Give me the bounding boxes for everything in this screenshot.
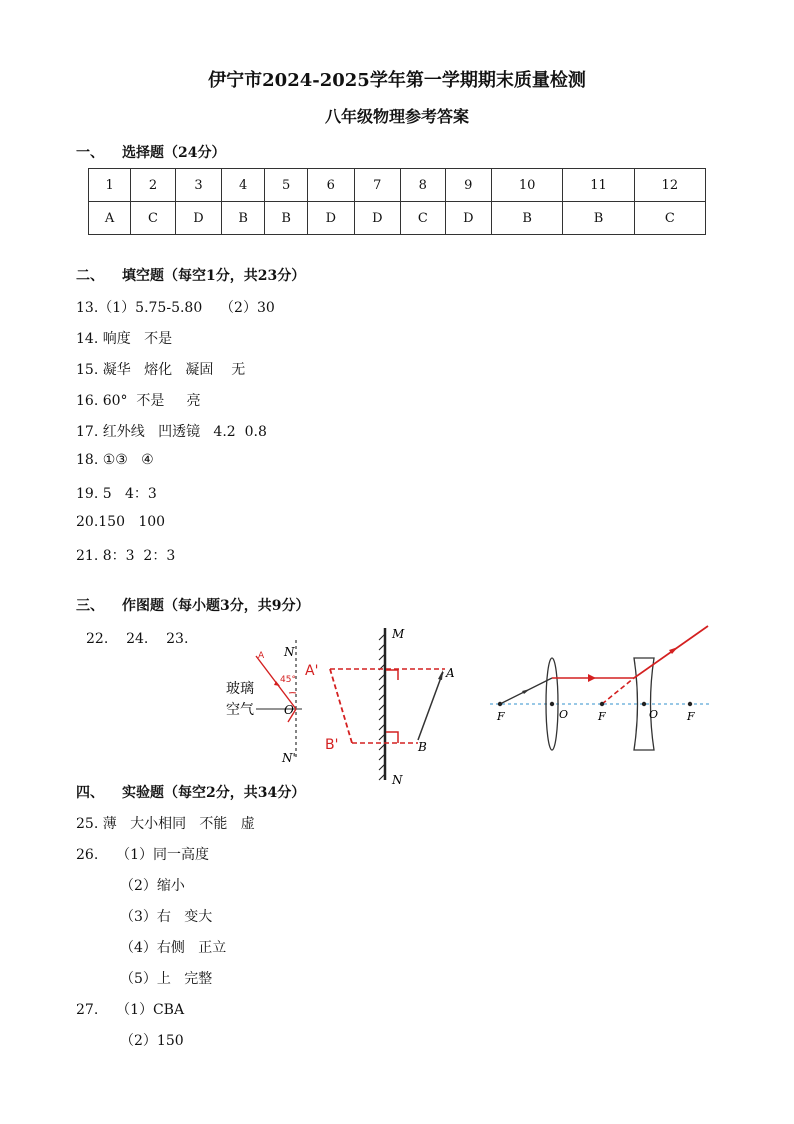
optical-center: [642, 702, 646, 706]
answer-cell: B: [492, 202, 563, 235]
refraction-diagram: [222, 636, 312, 766]
optical-center: [550, 702, 554, 706]
answer-line: 13.（1）5.75-5.80 （2）30: [76, 300, 275, 316]
section-number: 二、: [76, 268, 104, 284]
angle-label: 45°: [280, 675, 296, 685]
question-number: 8: [401, 169, 446, 202]
question-number: 2: [131, 169, 176, 202]
virtual-image: [330, 669, 352, 743]
section-number: 三、: [76, 598, 104, 614]
answer-line: （5）上 完整: [120, 971, 213, 987]
answer-cell: C: [634, 202, 705, 235]
section-drawing-heading: [76, 595, 309, 615]
section-label: 填空题（每空1分，共23分）: [122, 268, 306, 284]
object-label-a: A: [446, 666, 455, 680]
question-number: 3: [175, 169, 221, 202]
document-subtitle: 八年级物理参考答案: [324, 107, 469, 126]
answer-cell: D: [354, 202, 400, 235]
ray-arrow: [588, 674, 596, 682]
answer-cell: C: [401, 202, 446, 235]
question-number: 6: [308, 169, 354, 202]
answer-line: 18. ①③ ④: [76, 452, 154, 468]
question-number: 9: [445, 169, 491, 202]
answer-cell: B: [265, 202, 308, 235]
section-experiment-heading: [76, 782, 305, 802]
answer-line: （2）150: [120, 1033, 184, 1049]
label-o1: O: [559, 708, 569, 721]
section-number: 四、: [76, 785, 104, 801]
answer-line: 25. 薄 大小相同 不能 虚: [76, 816, 255, 832]
answer-line: 26. （1）同一高度: [76, 847, 209, 863]
label-o2: O: [649, 708, 659, 721]
label-f1: F: [497, 710, 505, 723]
mirror-label-m: M: [392, 627, 405, 641]
section-label: 选择题（24分）: [122, 145, 226, 161]
label-f3: F: [687, 710, 695, 723]
point-a-label: A: [258, 651, 265, 661]
section-label: 作图题（每小题3分，共9分）: [122, 598, 310, 614]
ray-arrow: [522, 689, 530, 694]
answer-line: 19. 5 4：3: [76, 486, 157, 502]
extension-line: [602, 678, 634, 704]
right-angle-mark-bottom: [386, 732, 398, 743]
document-title: 伊宁市2024-2025学年第一学期期末质量检测: [208, 70, 586, 91]
point-o-label: O: [284, 703, 294, 717]
focal-point: [498, 702, 502, 706]
lens-diagram: [486, 620, 714, 760]
answer-line: 14. 响度 不是: [76, 331, 173, 347]
question-number: 11: [563, 169, 634, 202]
object-label-b: B: [418, 740, 427, 754]
focal-point: [688, 702, 692, 706]
glass-label: 玻璃: [226, 681, 254, 697]
image-label-b-prime: B': [325, 737, 339, 753]
mirror-label-n: N: [392, 773, 403, 787]
answer-line: 15. 凝华 熔化 凝固 无: [76, 362, 246, 378]
answer-line: 17. 红外线 凹透镜 4.2 0.8: [76, 424, 267, 440]
section-fill-heading: [76, 265, 305, 285]
answer-cell: D: [445, 202, 491, 235]
table-row: [89, 202, 706, 235]
question-number: 7: [354, 169, 400, 202]
answer-line: 16. 60° 不是 亮: [76, 393, 201, 409]
object-arrowhead: [438, 670, 443, 680]
table-row: [89, 169, 706, 202]
answer-cell: D: [175, 202, 221, 235]
drawing-question-numbers: 22. 24. 23.: [86, 631, 189, 647]
answer-line: （2）缩小: [120, 878, 185, 894]
answer-line: 21. 8：3 2：3: [76, 548, 176, 564]
answer-cell: D: [308, 202, 354, 235]
section-number: 一、: [76, 145, 104, 161]
image-label-a-prime: A': [305, 663, 319, 679]
answer-line: 20.150 100: [76, 514, 166, 530]
label-f2: F: [598, 710, 606, 723]
question-number: 5: [265, 169, 308, 202]
question-number: 10: [492, 169, 563, 202]
answer-cell: B: [563, 202, 634, 235]
answer-line: （3）右 变大: [120, 909, 213, 925]
answer-line: 27. （1）CBA: [76, 1002, 185, 1018]
right-angle-mark-top: [386, 670, 398, 680]
question-number: 4: [222, 169, 265, 202]
answer-table: [88, 168, 706, 235]
section-choice-heading: [76, 142, 225, 162]
answer-line: （4）右侧 正立: [120, 940, 227, 956]
focal-point: [600, 702, 604, 706]
answer-cell: C: [131, 202, 176, 235]
question-number: 1: [89, 169, 131, 202]
answer-cell: A: [89, 202, 131, 235]
air-label: 空气: [226, 702, 254, 718]
answer-cell: B: [222, 202, 265, 235]
question-number: 12: [634, 169, 705, 202]
normal-label-bottom: N': [282, 751, 296, 765]
object-ab: [418, 672, 443, 740]
normal-label-top: N: [284, 645, 295, 659]
section-label: 实验题（每空2分，共34分）: [122, 785, 306, 801]
mirror-diagram: [300, 624, 470, 789]
